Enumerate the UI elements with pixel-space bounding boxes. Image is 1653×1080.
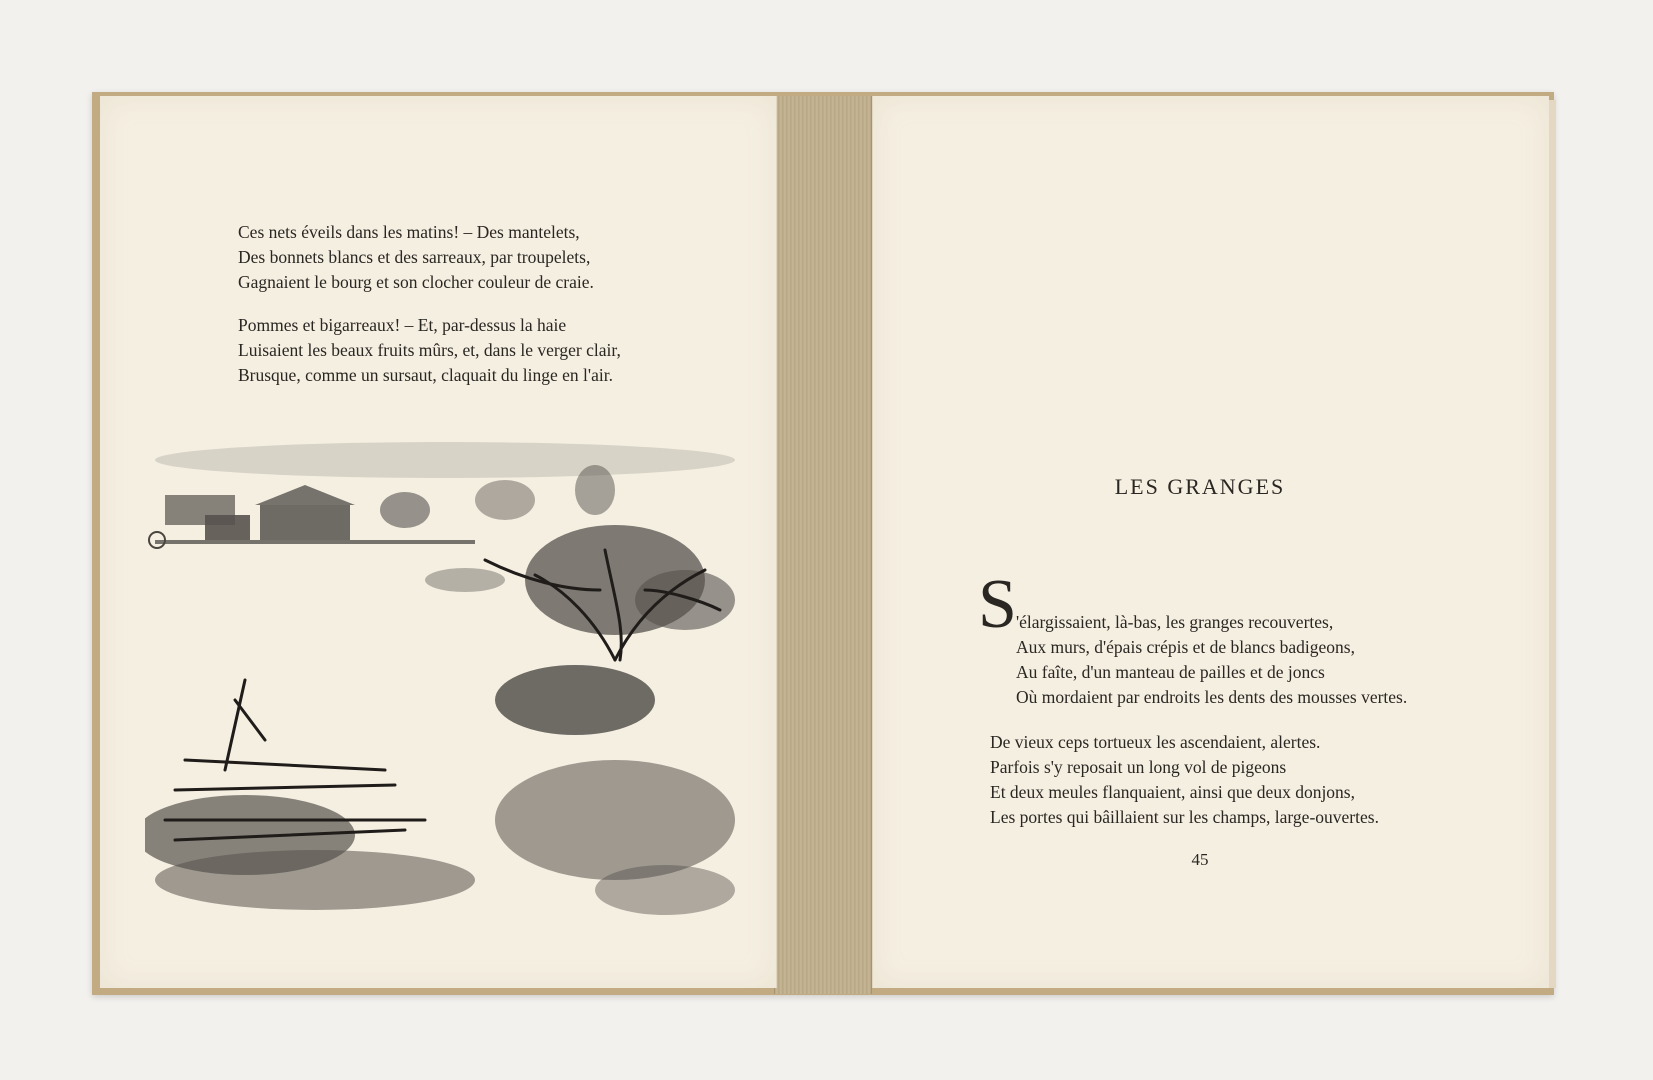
verse-line: 'élargissaient, là-bas, les granges recouvertes, (1016, 612, 1334, 632)
verse-line: Des bonnets blancs et des sarreaux, par troupelets, (238, 247, 591, 267)
page-edges (1548, 100, 1556, 988)
verse-line: Pommes et bigarreaux! – Et, par-dessus la haie (238, 315, 567, 335)
verse-line: Les portes qui bâillaient sur les champs, large-ouvertes. (990, 807, 1379, 827)
verse-line: Ces nets éveils dans les matins! – Des mantelets, (238, 222, 580, 242)
poem-title: LES GRANGES (1114, 474, 1286, 499)
book-spine (774, 96, 872, 994)
verse-line: Gagnaient le bourg et son clocher couleur de craie. (238, 272, 594, 292)
verse-line: Luisaient les beaux fruits mûrs, et, dans le verger clair, (238, 340, 621, 360)
page-number: 45 (1191, 850, 1209, 869)
left-stanza-2 (238, 313, 621, 388)
verse-line: Et deux meules flanquaient, ainsi que deux donjons, (990, 782, 1355, 802)
verse-line: Parfois s'y reposait un long vol de pigeons (990, 757, 1287, 777)
right-stanza-2 (990, 730, 1379, 830)
verse-line: Brusque, comme un sursaut, claquait du linge en l'air. (238, 365, 613, 385)
verse-line: Aux murs, d'épais crépis et de blancs badigeons, (1016, 637, 1355, 657)
right-stanza-1 (1016, 610, 1407, 710)
drop-cap: S (978, 566, 1017, 643)
verse-line: Au faîte, d'un manteau de pailles et de joncs (1016, 662, 1325, 682)
left-stanza-1 (238, 220, 594, 295)
verse-line: Où mordaient par endroits les dents des mousses vertes. (1016, 687, 1408, 707)
landscape-illustration (145, 440, 765, 935)
verse-line: De vieux ceps tortueux les ascendaient, alertes. (990, 732, 1321, 752)
